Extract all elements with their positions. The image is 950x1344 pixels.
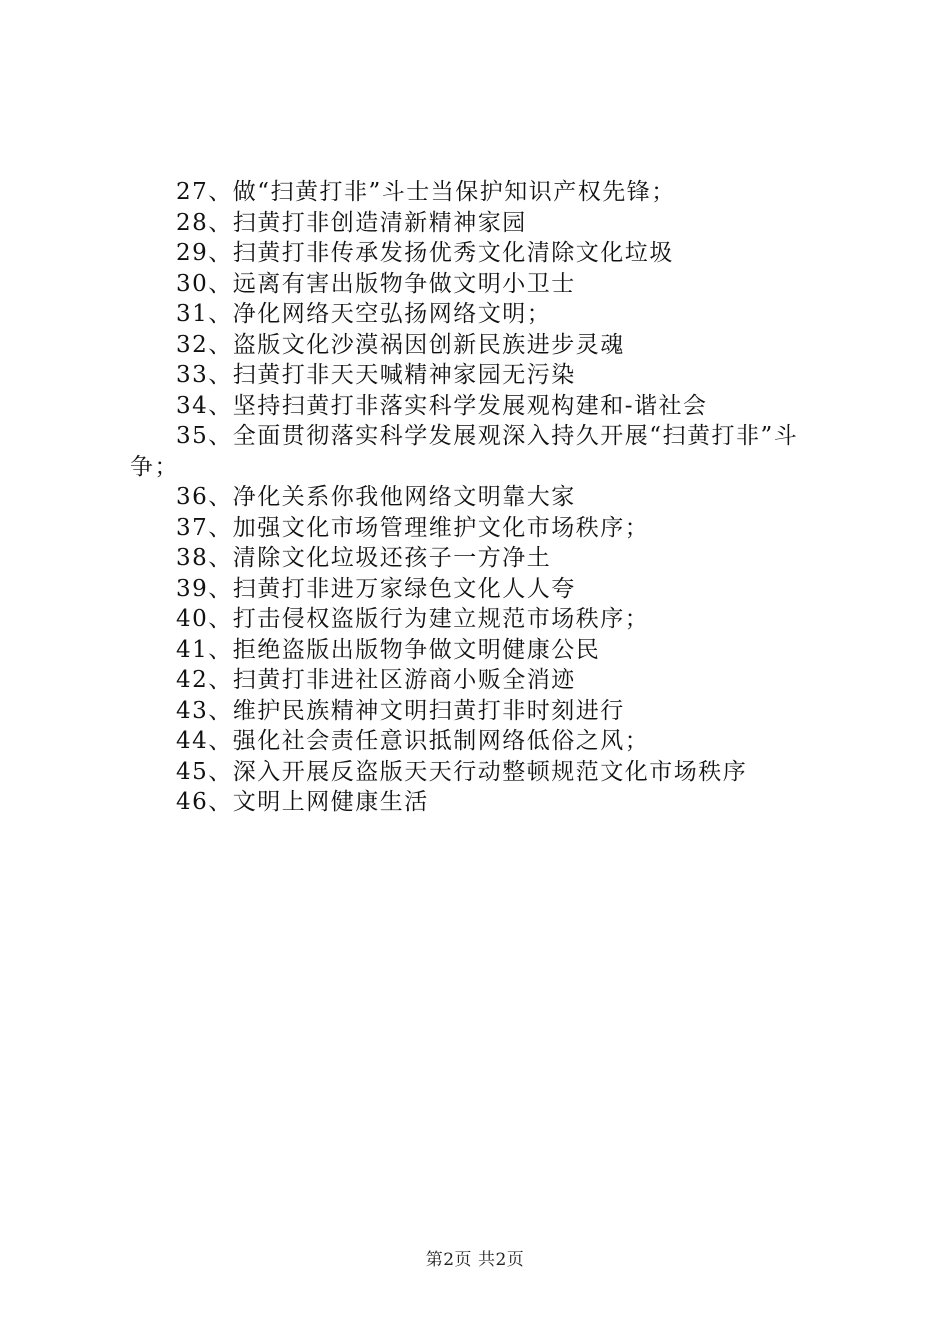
slogan-item-43: 43、维护民族精神文明扫黄打非时刻进行 bbox=[176, 697, 625, 724]
slogan-item-27: 27、做“扫黄打非”斗士当保护知识产权先锋； bbox=[176, 179, 676, 205]
slogan-item-45: 45、深入开展反盗版天天行动整顿规范文化市场秩序 bbox=[176, 758, 748, 785]
slogan-item-46: 46、文明上网健康生活 bbox=[176, 789, 429, 815]
slogan-item-35: 35、全面贯彻落实科学发展观深入持久开展“扫黄打非”斗争； bbox=[130, 423, 799, 480]
slogan-item-28: 28、扫黄打非创造清新精神家园 bbox=[176, 209, 527, 236]
slogan-item-39: 39、扫黄打非进万家绿色文化人人夸 bbox=[176, 575, 576, 602]
slogan-item-44: 44、强化社会责任意识抵制网络低俗之风； bbox=[176, 728, 650, 754]
slogan-item-38: 38、清除文化垃圾还孩子一方净土 bbox=[176, 545, 552, 571]
slogan-item-34: 34、坚持扫黄打非落实科学发展观构建和-谐社会 bbox=[176, 392, 708, 419]
slogan-item-31: 31、净化网络天空弘扬网络文明； bbox=[176, 301, 552, 327]
slogan-item-32: 32、盗版文化沙漠祸因创新民族进步灵魂 bbox=[176, 331, 625, 358]
slogan-item-36: 36、净化关系你我他网络文明靠大家 bbox=[176, 484, 576, 510]
slogan-list bbox=[130, 177, 840, 818]
slogan-item-37: 37、加强文化市场管理维护文化市场秩序； bbox=[176, 514, 650, 541]
slogan-item-33: 33、扫黄打非天天喊精神家园无污染 bbox=[176, 362, 576, 388]
page-footer: 第2页 共2页 bbox=[425, 1250, 525, 1270]
slogan-item-42: 42、扫黄打非进社区游商小贩全消迹 bbox=[176, 667, 576, 693]
slogan-item-41: 41、拒绝盗版出版物争做文明健康公民 bbox=[176, 636, 601, 663]
slogan-item-30: 30、远离有害出版物争做文明小卫士 bbox=[176, 270, 576, 297]
slogan-item-29: 29、扫黄打非传承发扬优秀文化清除文化垃圾 bbox=[176, 240, 674, 266]
slogan-item-40: 40、打击侵权盗版行为建立规范市场秩序； bbox=[176, 606, 650, 632]
